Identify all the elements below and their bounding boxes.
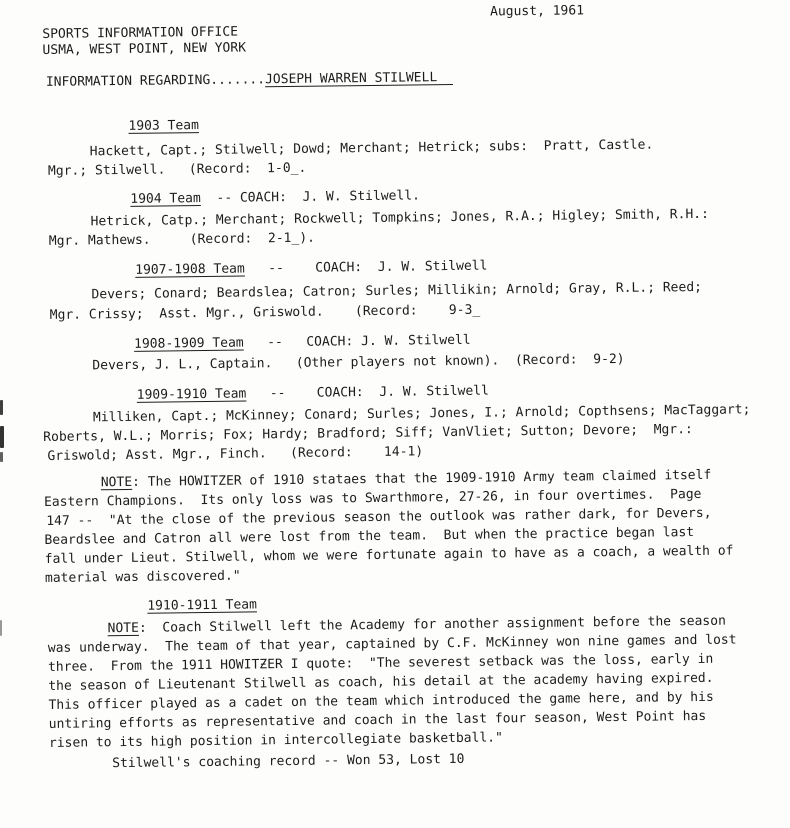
team-1909-1910-heading-text: -- COACH: J. W. Stilwell — [246, 383, 490, 402]
team-1909-1910-heading-underlined-text: 1909-1910 Team — [136, 386, 247, 403]
information-regarding-line-text: INFORMATION REGARDING....... — [45, 72, 266, 90]
office-location-line-text: USMA, WEST POINT, NEW YORK — [42, 40, 247, 58]
office-name-line-text: SPORTS INFORMATION OFFICE — [42, 24, 239, 42]
team-1908-1909-roster-1-text: Devers, J. L., Captain. (Other players not known). (Record: 9-2) — [92, 351, 625, 374]
note-1910-1911-line-6-text: untiring efforts as representative and coach in the last four season, West Point has — [48, 708, 707, 732]
team-1903-heading — [1, 109, 790, 138]
scan-artifact — [0, 620, 2, 636]
team-1907-1908-roster-2-text: Mgr. Crissy; Asst. Mgr., Griswold. (Record: 9-3_ — [49, 302, 481, 323]
scan-artifact — [0, 426, 4, 448]
note-1909-1910-line-2-text: Eastern Champions. Its only loss was to Swarthmore, 27-26, in four overtimes. Page — [43, 486, 702, 510]
note-1910-1911-line-5-text: This officer played as a cadet on the team which introduced the game here, and by his — [48, 689, 714, 713]
team-1909-1910-roster-1-text: Milliken, Capt.; McKinney; Conard; Surles; Jones, I.; Arnold; Copthsens; MacTaggart; — [92, 402, 751, 426]
team-1909-1910-roster-3-text: Griswold; Asst. Mgr., Finch. (Record: 14-1) — [47, 444, 424, 464]
note-1910-1911-line-4-text: the season of Lieutenant Stilwell as coach, his detail at the academy having expired. — [48, 670, 714, 694]
information-regarding-line-underlined-text: JOSEPH WARREN STILWELL — [264, 69, 453, 88]
information-regarding-line — [1, 64, 790, 93]
scan-artifact — [0, 400, 3, 415]
team-1908-1909-heading-underlined-text: 1908-1909 Team — [134, 335, 244, 352]
team-1908-1909-heading-text: -- COACH: J. W. Stilwell — [243, 332, 471, 351]
team-1907-1908-heading-text: -- COACH: J. W. Stilwell — [244, 258, 488, 277]
team-1904-roster-2-text: Mgr. Mathews. (Record: 2-1_). — [48, 230, 316, 249]
note-1910-1911-line-1-text: : Coach Stilwell left the Academy for another assignment before the season — [138, 613, 726, 636]
coaching-record-line-text: Stilwell's coaching record -- Won 53, Lost 10 — [112, 751, 465, 772]
team-1904-roster-1-text: Hetrick, Catp.; Merchant; Rockwell; Tompkins; Jones, R.A.; Higley; Smith, R.H.: — [90, 206, 709, 230]
team-1904-heading-underlined-text: 1904 Team — [130, 191, 201, 207]
note-1909-1910-line-1-underlined-text: NOTE — [100, 474, 133, 491]
date-line-text: August, 1961 — [489, 3, 585, 20]
note-1910-1911-line-1-underlined-text: NOTE — [107, 620, 139, 637]
note-1909-1910-line-4-text: Beardslee and Catron all were lost from the team. But when the practice began last — [44, 525, 695, 548]
team-1903-roster-1-text: Hackett, Capt.; Stilwell; Dowd; Merchant; Hetrick; subs: Pratt, Castle. — [89, 137, 654, 160]
team-1910-1911-heading-underlined-text: 1910-1911 Team — [147, 597, 257, 614]
note-1909-1910-line-6-text: material was discovered." — [44, 568, 241, 586]
team-1907-1908-roster-1-text: Devers; Conard; Beardslea; Catron; Surles; Millikin; Arnold; Gray, R.L.; Reed; — [91, 279, 703, 303]
team-1909-1910-roster-2-text: Roberts, W.L.; Morris; Fox; Hardy; Bradford; Siff; VanVliet; Sutton; Devore; Mgr.: — [43, 422, 693, 445]
team-1904-heading-text: -- CΘACH: J. W. Stilwell. — [200, 188, 421, 207]
note-1909-1910-line-3-text: 147 -- "At the close of the previous season the outlook was rather dark, for Devers, — [46, 505, 712, 529]
team-1907-1908-heading-underlined-text: 1907-1908 Team — [135, 261, 245, 278]
note-1909-1910-line-5-text: fall under Lieut. Stilwell, whom we were fortunate again to have as a coach, a wealth of — [44, 543, 734, 567]
note-1910-1911-line-2-text: was underway. The team of that year, captained by C.F. McKinney won nine games and lost — [47, 632, 737, 656]
note-1910-1911-line-3-text: three. From the 1911 HOWITƵER I quote: "The severest setback was the loss, early in — [47, 651, 714, 675]
scan-artifact — [0, 452, 3, 462]
note-1910-1911-line-7-text: risen to its high position in intercollegiate basketball." — [48, 730, 503, 751]
team-1903-roster-2-text: Mgr.; Stilwell. (Record: 1-0_. — [47, 160, 307, 179]
team-1907-1908-heading — [3, 253, 790, 282]
note-1909-1910-line-1-text: : The HOWITZER of 1910 stataes that the 1909-1910 Army team claimed itself — [132, 467, 712, 490]
team-1903-heading-underlined-text: 1903 Team — [128, 118, 199, 134]
